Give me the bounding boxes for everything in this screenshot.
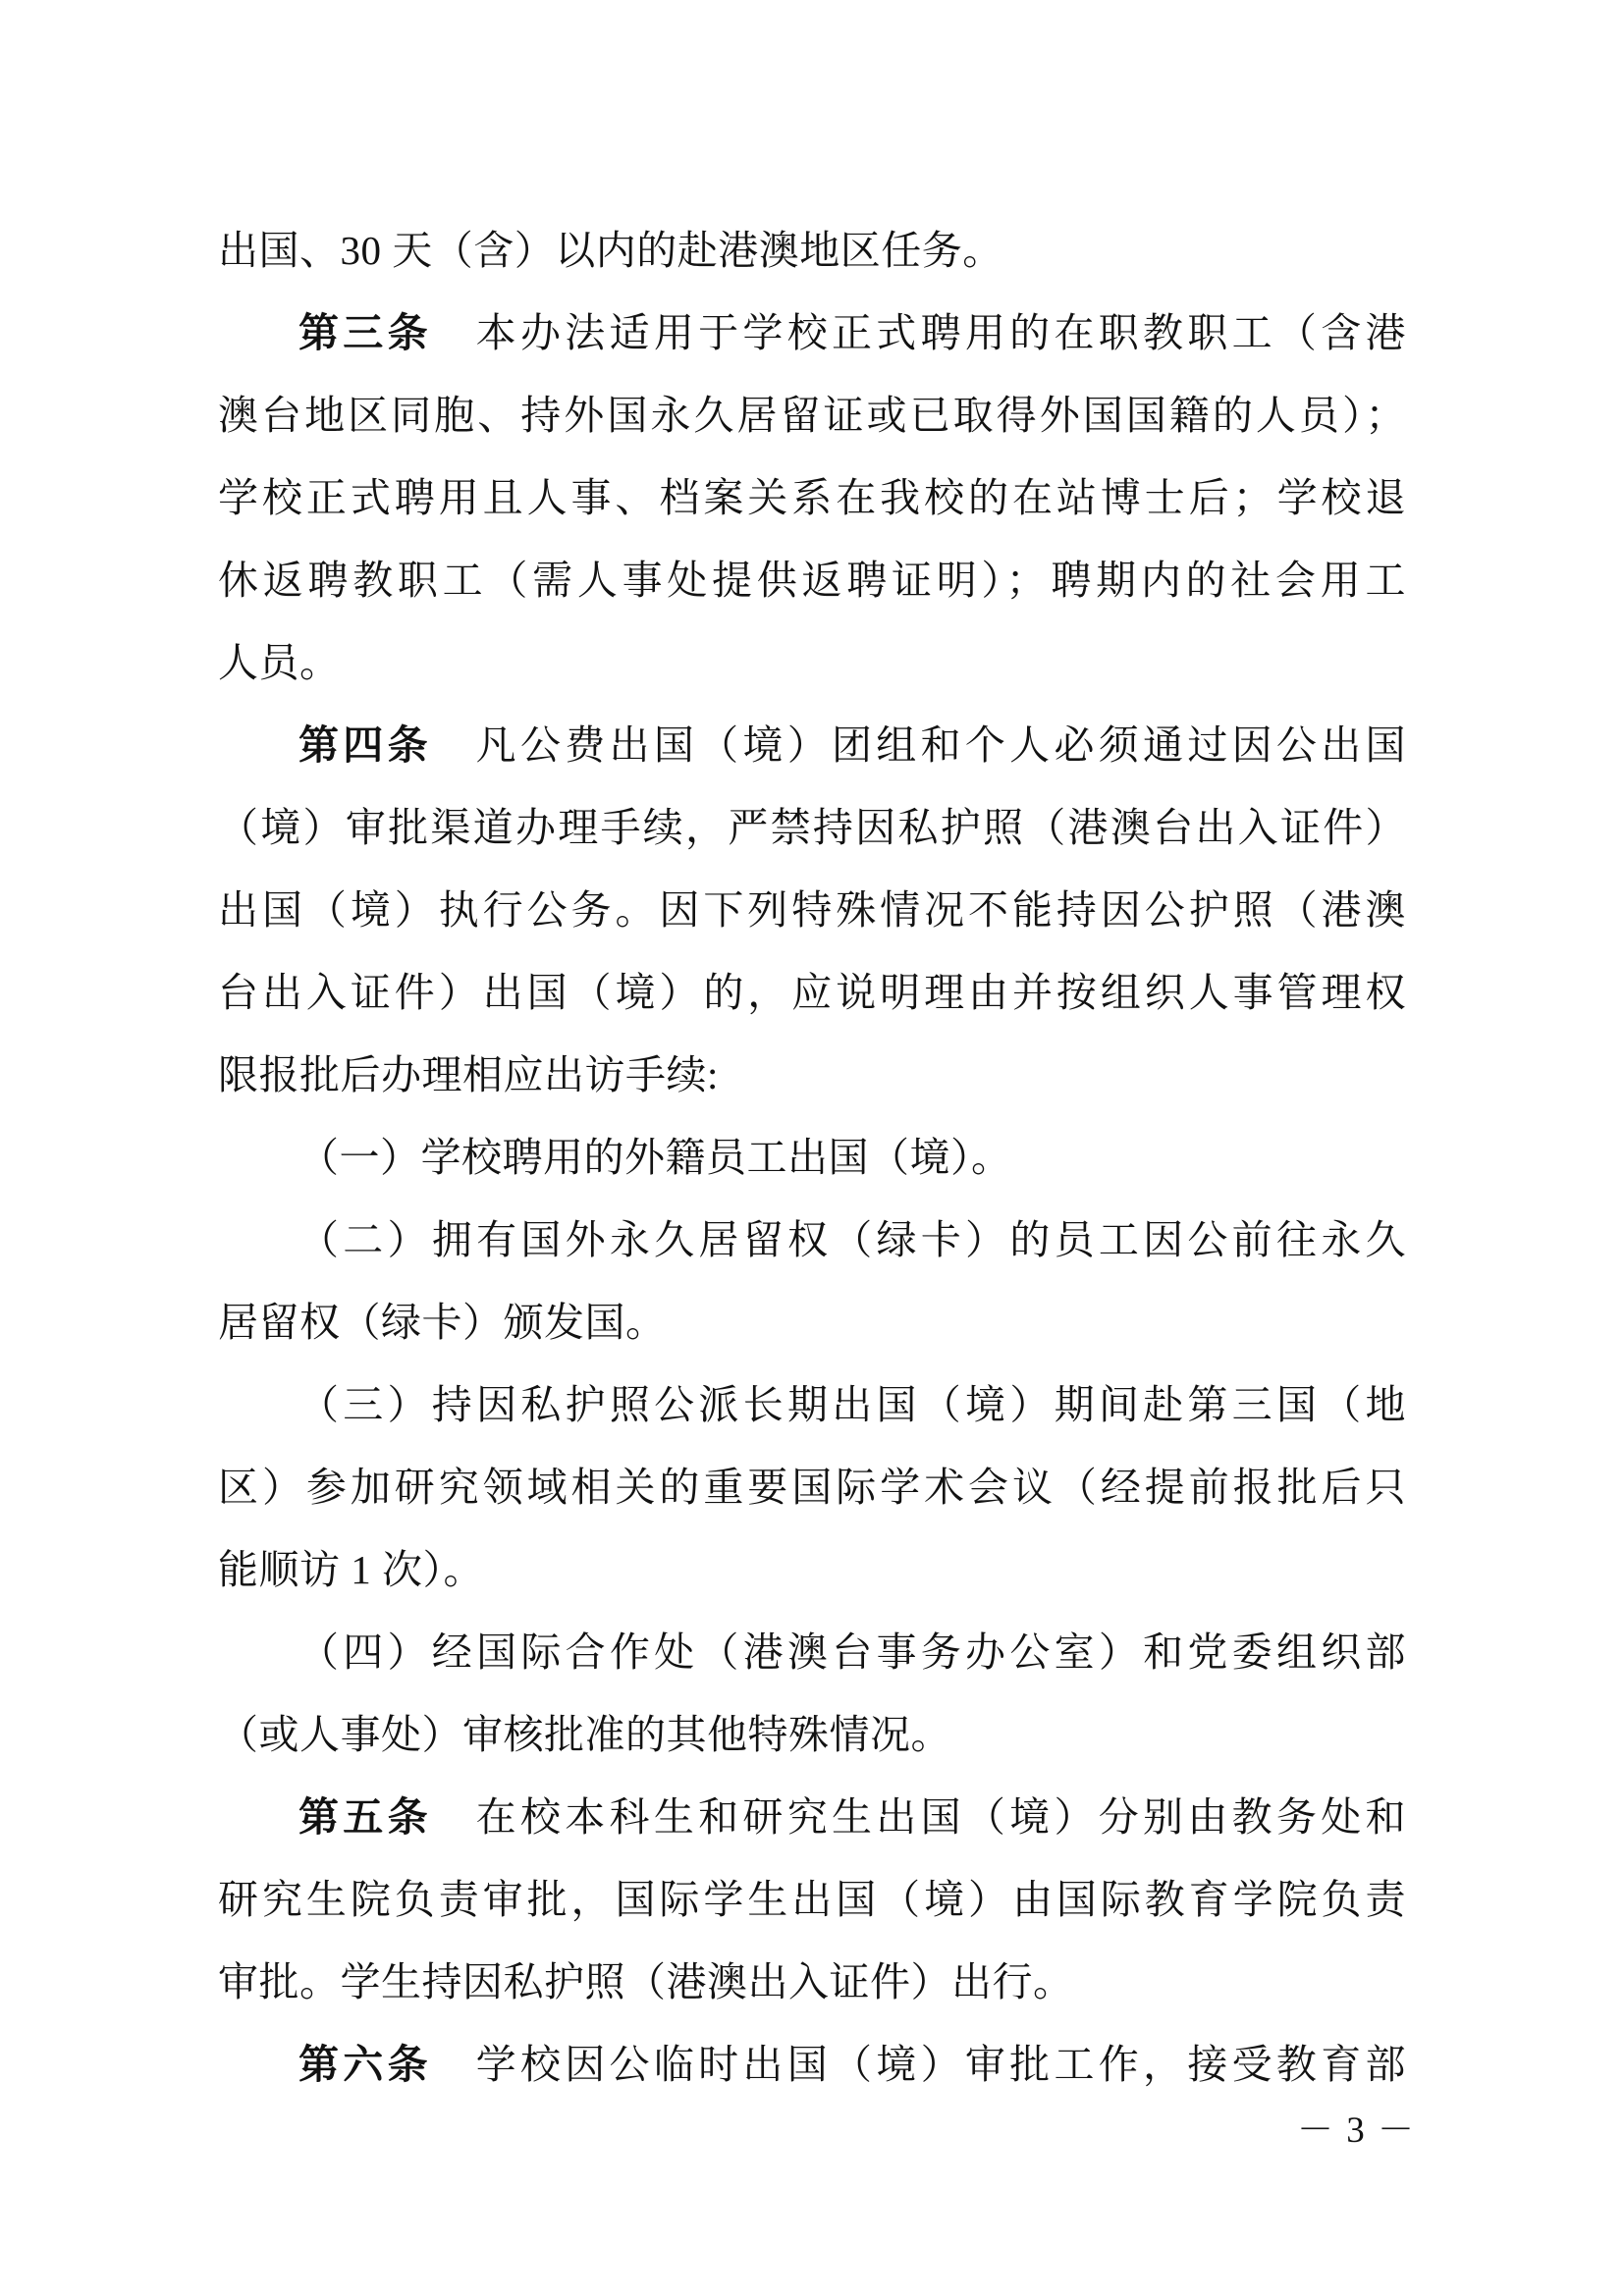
text-line (218, 1611, 1406, 1693)
text-line (218, 1528, 1406, 1611)
line-text: 审批。学生持因私护照（港澳出入证件）出行。 (218, 1959, 1074, 2004)
label-gap (432, 1830, 472, 1831)
text-line (218, 209, 1406, 292)
line-text: 台出入证件）出国（境）的，应说明理由并按组织人事管理权 (218, 970, 1406, 1015)
line-text: 休返聘教职工（需人事处提供返聘证明）；聘期内的社会用工 (218, 558, 1406, 603)
line-text: 能顺访 1 次）。 (218, 1547, 484, 1592)
text-line (218, 1693, 1406, 1776)
line-text: 人员。 (218, 640, 341, 685)
line-text: 澳台地区同胞、持外国永久居留证或已取得外国国籍的人员）； (218, 393, 1406, 438)
article-number-label: 第六条 (298, 2042, 432, 2087)
line-text: （二）拥有国外永久居留权（绿卡）的员工因公前往永久 (298, 1217, 1406, 1262)
line-text: （三）持因私护照公派长期出国（境）期间赴第三国（地 (298, 1382, 1406, 1427)
text-line (218, 1363, 1406, 1446)
article-number-label: 第四条 (298, 722, 432, 768)
text-line (218, 704, 1406, 786)
line-text: （或人事处）审核批准的其他特殊情况。 (218, 1712, 951, 1757)
text-line (218, 1199, 1406, 1281)
line-text: 研究生院负责审批，国际学生出国（境）由国际教育学院负责 (218, 1877, 1406, 1922)
text-line (218, 1034, 1406, 1116)
label-gap (432, 2077, 472, 2078)
line-text: 在校本科生和研究生出国（境）分别由教务处和 (471, 1794, 1406, 1840)
line-text: 凡公费出国（境）团组和个人必须通过因公出国 (471, 722, 1406, 768)
line-text: 学校因公临时出国（境）审批工作，接受教育部 (471, 2042, 1406, 2087)
text-line (218, 1941, 1406, 2023)
text-line (218, 1116, 1406, 1199)
text-line (218, 621, 1406, 704)
line-text: （一）学校聘用的外籍员工出国（境）。 (298, 1135, 1012, 1180)
text-line (218, 869, 1406, 951)
article-number-label: 第三条 (298, 310, 432, 355)
text-line (218, 374, 1406, 456)
text-line (218, 786, 1406, 869)
line-text: 居留权（绿卡）颁发国。 (218, 1300, 667, 1345)
line-text: 学校正式聘用且人事、档案关系在我校的在站博士后；学校退 (218, 475, 1406, 520)
text-line (218, 1776, 1406, 1858)
text-line (218, 1281, 1406, 1363)
page-number: － 3 － (1297, 2110, 1416, 2151)
text-column (218, 209, 1406, 2106)
article-number-label: 第五条 (298, 1794, 432, 1840)
text-line (218, 539, 1406, 621)
text-line (218, 1446, 1406, 1528)
text-line (218, 1858, 1406, 1941)
line-text: 本办法适用于学校正式聘用的在职教职工（含港 (471, 310, 1406, 355)
line-text: 出国、30 天（含）以内的赴港澳地区任务。 (218, 228, 1003, 273)
line-text: （四）经国际合作处（港澳台事务办公室）和党委组织部 (298, 1629, 1406, 1675)
label-gap (432, 346, 472, 347)
line-text: 区）参加研究领域相关的重要国际学术会议（经提前报批后只 (218, 1465, 1406, 1510)
text-line (218, 456, 1406, 539)
text-line (218, 292, 1406, 374)
line-text: 出国（境）执行公务。因下列特殊情况不能持因公护照（港澳 (218, 887, 1406, 933)
line-text: 限报批后办理相应出访手续: (218, 1052, 719, 1097)
text-line (218, 2023, 1406, 2106)
label-gap (432, 758, 472, 759)
line-text: （境）审批渠道办理手续，严禁持因私护照（港澳台出入证件） (218, 805, 1406, 850)
text-line (218, 951, 1406, 1034)
